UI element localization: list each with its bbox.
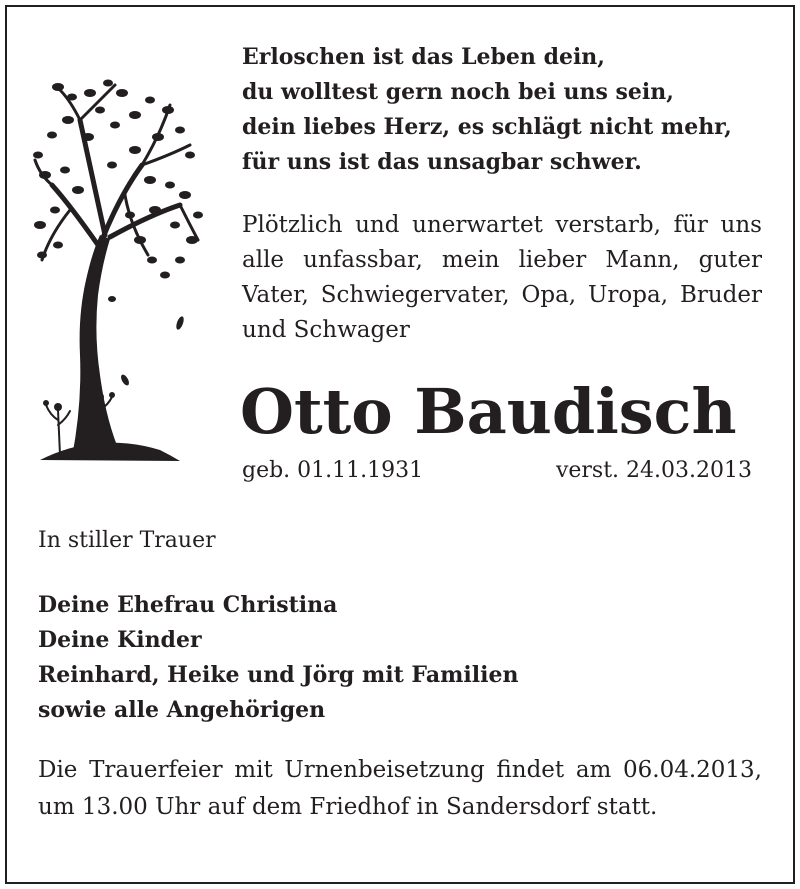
poem-line: für uns ist das unsagbar schwer.: [242, 149, 642, 175]
death-date: verst. 24.03.2013: [555, 458, 752, 483]
mourning-text: In stiller Trauer: [38, 528, 216, 553]
family-line: Deine Kinder: [38, 627, 202, 653]
poem-line: du wolltest gern noch bei uns sein,: [242, 79, 674, 105]
deceased-name: Otto Baudisch: [240, 375, 737, 448]
life-dates: [242, 456, 752, 486]
ceremony-info: Die Trauerfeier mit Urnenbeisetzung findet am 06.04.2013, um 13.00 Uhr auf dem Friedhof in Sandersdorf statt.: [38, 757, 762, 820]
tree-icon: [30, 75, 205, 470]
family-line: Deine Ehefrau Christina: [38, 592, 338, 618]
family-line: sowie alle Angehörigen: [38, 697, 326, 723]
poem-line: dein liebes Herz, es schlägt nicht mehr,: [242, 114, 732, 140]
family-line: Reinhard, Heike und Jörg mit Familien: [38, 662, 519, 688]
birth-date: geb. 01.11.1931: [242, 458, 424, 483]
poem: [242, 40, 772, 180]
family-list: [38, 588, 518, 728]
poem-line: Erloschen ist das Leben dein,: [242, 44, 605, 70]
intro-text: Plötzlich und unerwartet verstarb, für uns alle unfassbar, mein lieber Mann, guter Vater, Schwiegervater, Opa, Uropa, Bruder und Schwager: [242, 212, 762, 343]
